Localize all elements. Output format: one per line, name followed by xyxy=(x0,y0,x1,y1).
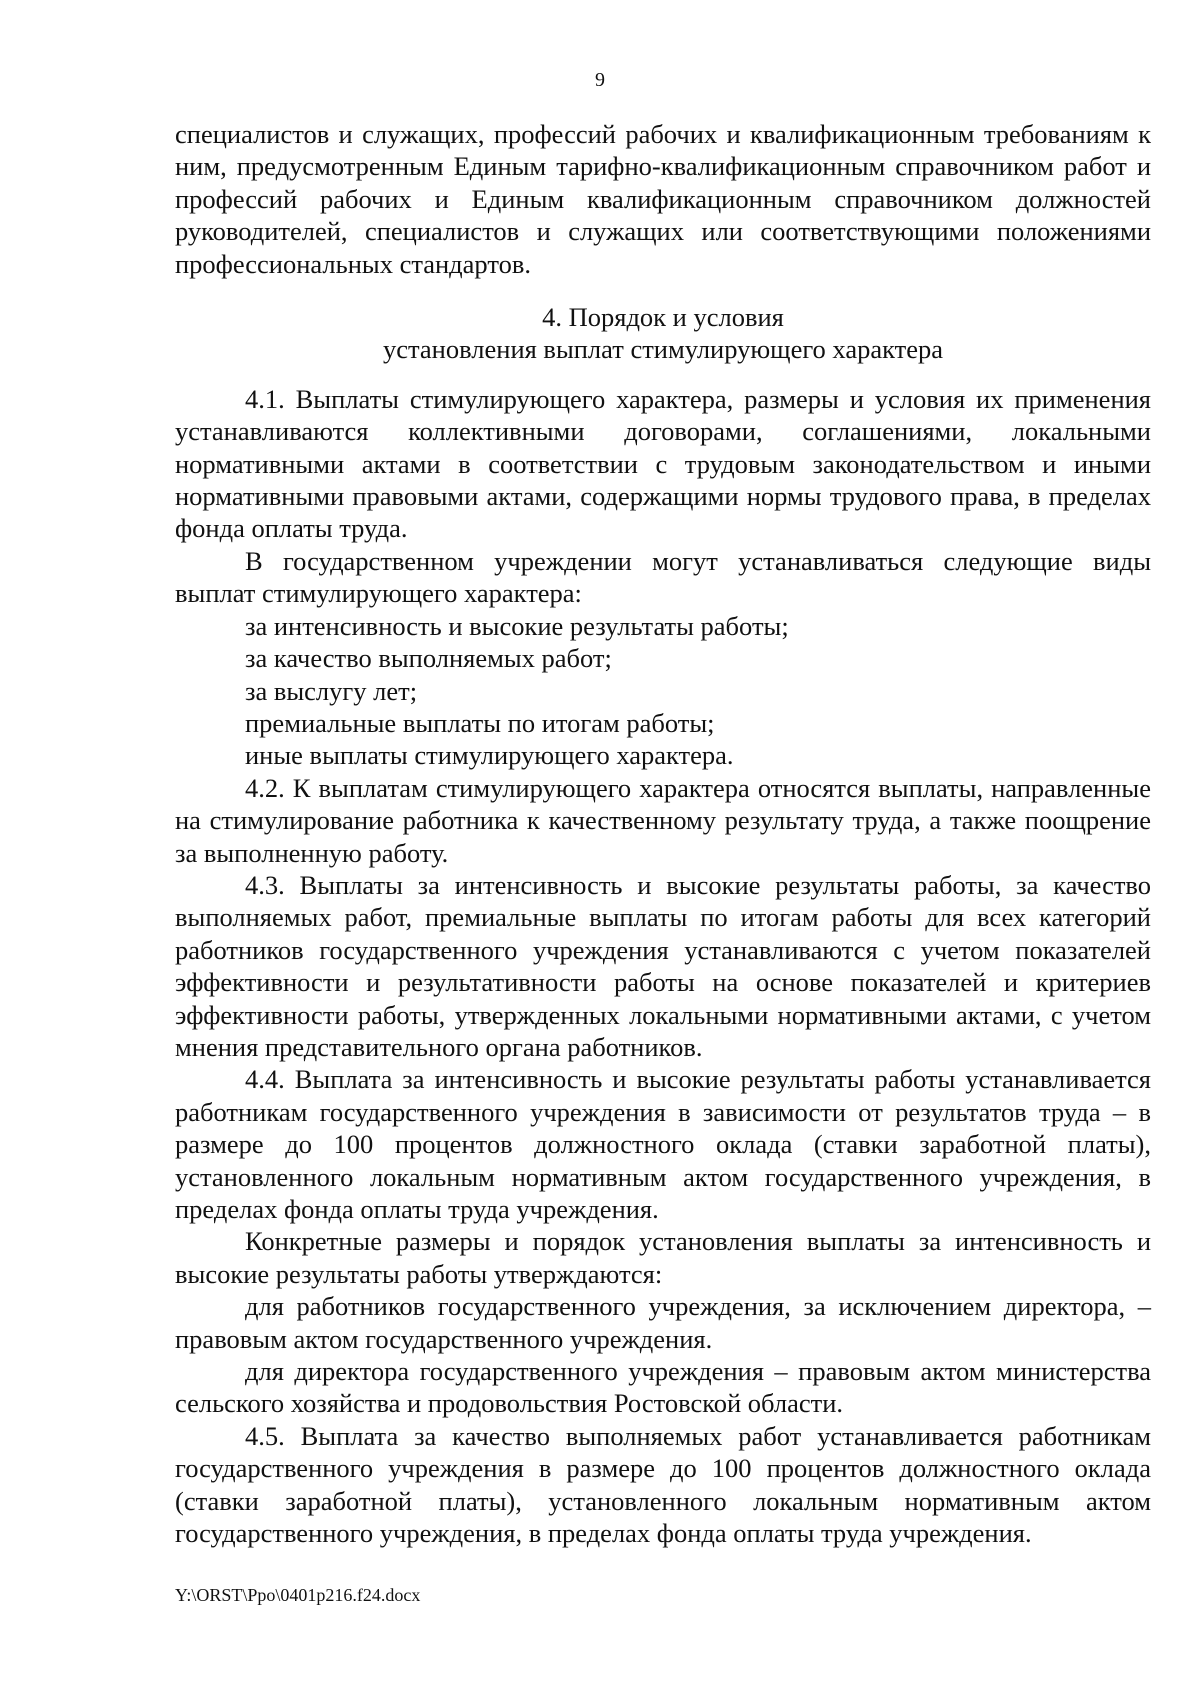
payment-type-item: иные выплаты стимулирующего характера. xyxy=(245,740,734,771)
paragraph-for-employees: для работников государственного учреждения, за исключением директора, – правовым актом государственного учреждения. xyxy=(175,1291,1151,1354)
paragraph-specific-sizes: Конкретные размеры и порядок установления выплаты за интенсивность и высокие результаты работы утверждаются: xyxy=(175,1226,1151,1289)
intro-paragraph: специалистов и служащих, профессий рабочих и квалификационным требованиям к ним, предусмотренным Единым тарифно-квалификационным справочником работ и профессий рабочих и Единым квалификационным справочником должностей руководителей, специалистов и служащих или соответствующими положениями профессиональных стандартов. xyxy=(175,119,1151,279)
paragraph-4-4: 4.4. Выплата за интенсивность и высокие результаты работы устанавливается работникам государственного учреждения в зависимости от результатов труда – в размере до 100 процентов должностного оклада (ставки заработной платы), установленного локальным нормативным актом государственного учреждения, в пределах фонда оплаты труда учреждения. xyxy=(175,1064,1151,1224)
payment-type-item: за выслугу лет; xyxy=(245,675,418,706)
paragraph-payment-types-intro: В государственном учреждении могут устанавливаться следующие виды выплат стимулирующего характера: xyxy=(175,545,1151,609)
section-heading-line-1: 4. Порядок и условия xyxy=(542,302,784,333)
section-heading-line-2: установления выплат стимулирующего характера xyxy=(383,334,943,365)
paragraph-for-director: для директора государственного учреждения – правовым актом министерства сельского хозяйства и продовольствия Ростовской области. xyxy=(175,1356,1151,1419)
paragraph-4-3: 4.3. Выплаты за интенсивность и высокие результаты работы, за качество выполняемых работ, премиальные выплаты по итогам работы для всех категорий работников государственного учреждения устанавливаются с учетом показателей эффективности и результативности работы на основе показателей и критериев эффективности работы, утвержденных локальными нормативными актами, с учетом мнения представительного органа работников. xyxy=(175,869,1151,1062)
footer-file-path: Y:\ORST\Ppo\0401p216.f24.docx xyxy=(175,1585,421,1605)
payment-type-item: за качество выполняемых работ; xyxy=(245,643,612,674)
paragraph-4-1: 4.1. Выплаты стимулирующего характера, размеры и условия их применения устанавливаются коллективными договорами, соглашениями, локальными нормативными актами в соответствии с трудовым законодательством и иными нормативными правовыми актами, содержащими нормы трудового права, в пределах фонда оплаты труда. xyxy=(175,383,1151,544)
paragraph-4-5: 4.5. Выплата за качество выполняемых работ устанавливается работникам государственного учреждения в размере до 100 процентов должностного оклада (ставки заработной платы), установленного локальным нормативным актом государственного учреждения, в пределах фонда оплаты труда учреждения. xyxy=(175,1420,1151,1549)
payment-type-item: за интенсивность и высокие результаты работы; xyxy=(245,610,789,641)
page-number: 9 xyxy=(595,69,605,91)
document-body xyxy=(175,118,1151,1549)
section-heading xyxy=(175,301,1151,366)
paragraph-4-2: 4.2. К выплатам стимулирующего характера относятся выплаты, направленные на стимулирование работника к качественному результату труда, а также поощрение за выполненную работу. xyxy=(175,772,1151,868)
payment-type-item: премиальные выплаты по итогам работы; xyxy=(245,707,715,738)
